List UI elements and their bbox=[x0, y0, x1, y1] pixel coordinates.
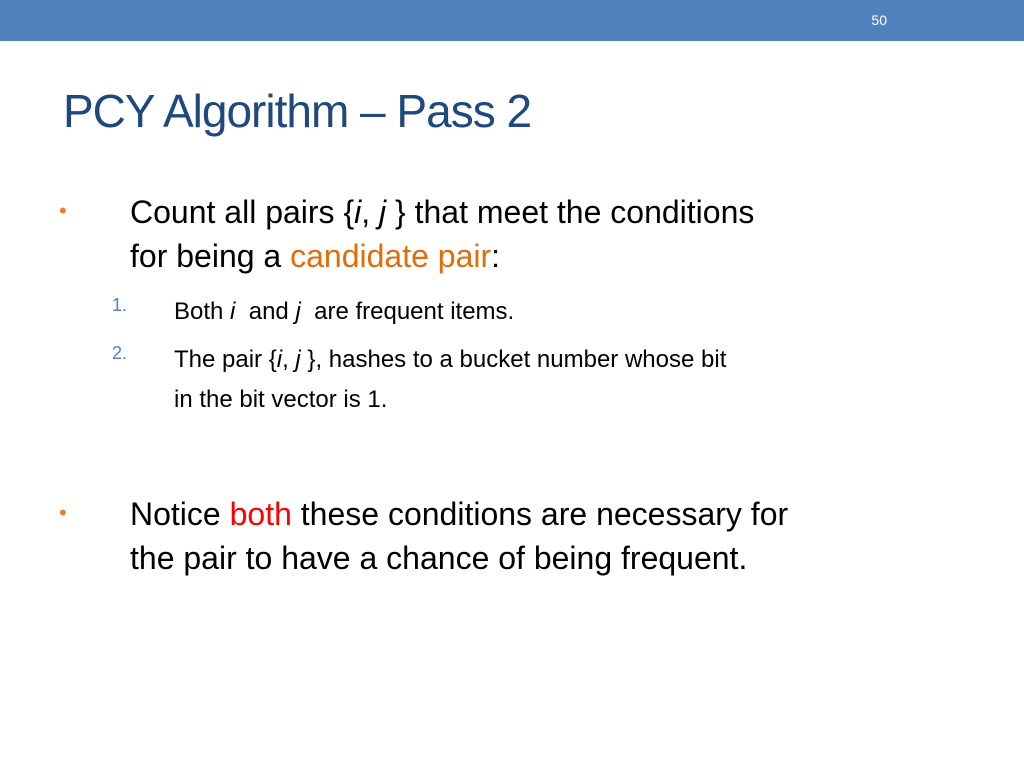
item-line bbox=[174, 340, 974, 380]
text-span: Both bbox=[174, 298, 231, 325]
text-span: for being a bbox=[130, 238, 291, 274]
highlight-candidate-pair: candidate pair bbox=[290, 238, 492, 274]
bullet-text bbox=[130, 190, 930, 278]
item-number: 2. bbox=[112, 343, 128, 363]
text-span: and bbox=[235, 298, 296, 325]
text-span: are frequent items. bbox=[300, 298, 515, 325]
bullet-line: the pair to have a chance of being frequent. bbox=[130, 540, 748, 576]
var-j: j bbox=[295, 346, 301, 373]
bullet-line bbox=[130, 234, 930, 278]
item-text bbox=[174, 292, 974, 332]
var-i: i bbox=[354, 194, 362, 230]
bullet-dot-icon: • bbox=[59, 198, 67, 223]
text-span: }, hashes to a bucket number whose bit bbox=[300, 346, 727, 373]
top-bar bbox=[0, 0, 1024, 41]
item-line: in the bit vector is 1. bbox=[174, 386, 388, 413]
slide-title: PCY Algorithm – Pass 2 bbox=[63, 85, 532, 137]
bullet-text bbox=[130, 492, 930, 580]
text-span: , bbox=[282, 346, 296, 373]
item-text bbox=[174, 340, 974, 420]
text-span: Notice bbox=[130, 496, 230, 532]
text-span: Count all pairs { bbox=[130, 194, 355, 230]
var-j: j bbox=[379, 194, 387, 230]
bullet-line bbox=[130, 492, 930, 536]
bullet-line bbox=[130, 190, 930, 234]
var-i: i bbox=[230, 298, 236, 325]
item-number: 1. bbox=[112, 295, 128, 315]
text-span: } that meet the conditions bbox=[386, 194, 755, 230]
var-j: j bbox=[295, 298, 301, 325]
bullet-dot-icon: • bbox=[59, 500, 67, 525]
text-span: The pair { bbox=[174, 346, 277, 373]
highlight-both: both bbox=[229, 496, 292, 532]
var-i: i bbox=[276, 346, 283, 373]
slide-number: 50 bbox=[871, 12, 887, 28]
text-span: , bbox=[361, 194, 380, 230]
text-span: : bbox=[491, 238, 501, 274]
text-span: these conditions are necessary for bbox=[291, 496, 789, 532]
